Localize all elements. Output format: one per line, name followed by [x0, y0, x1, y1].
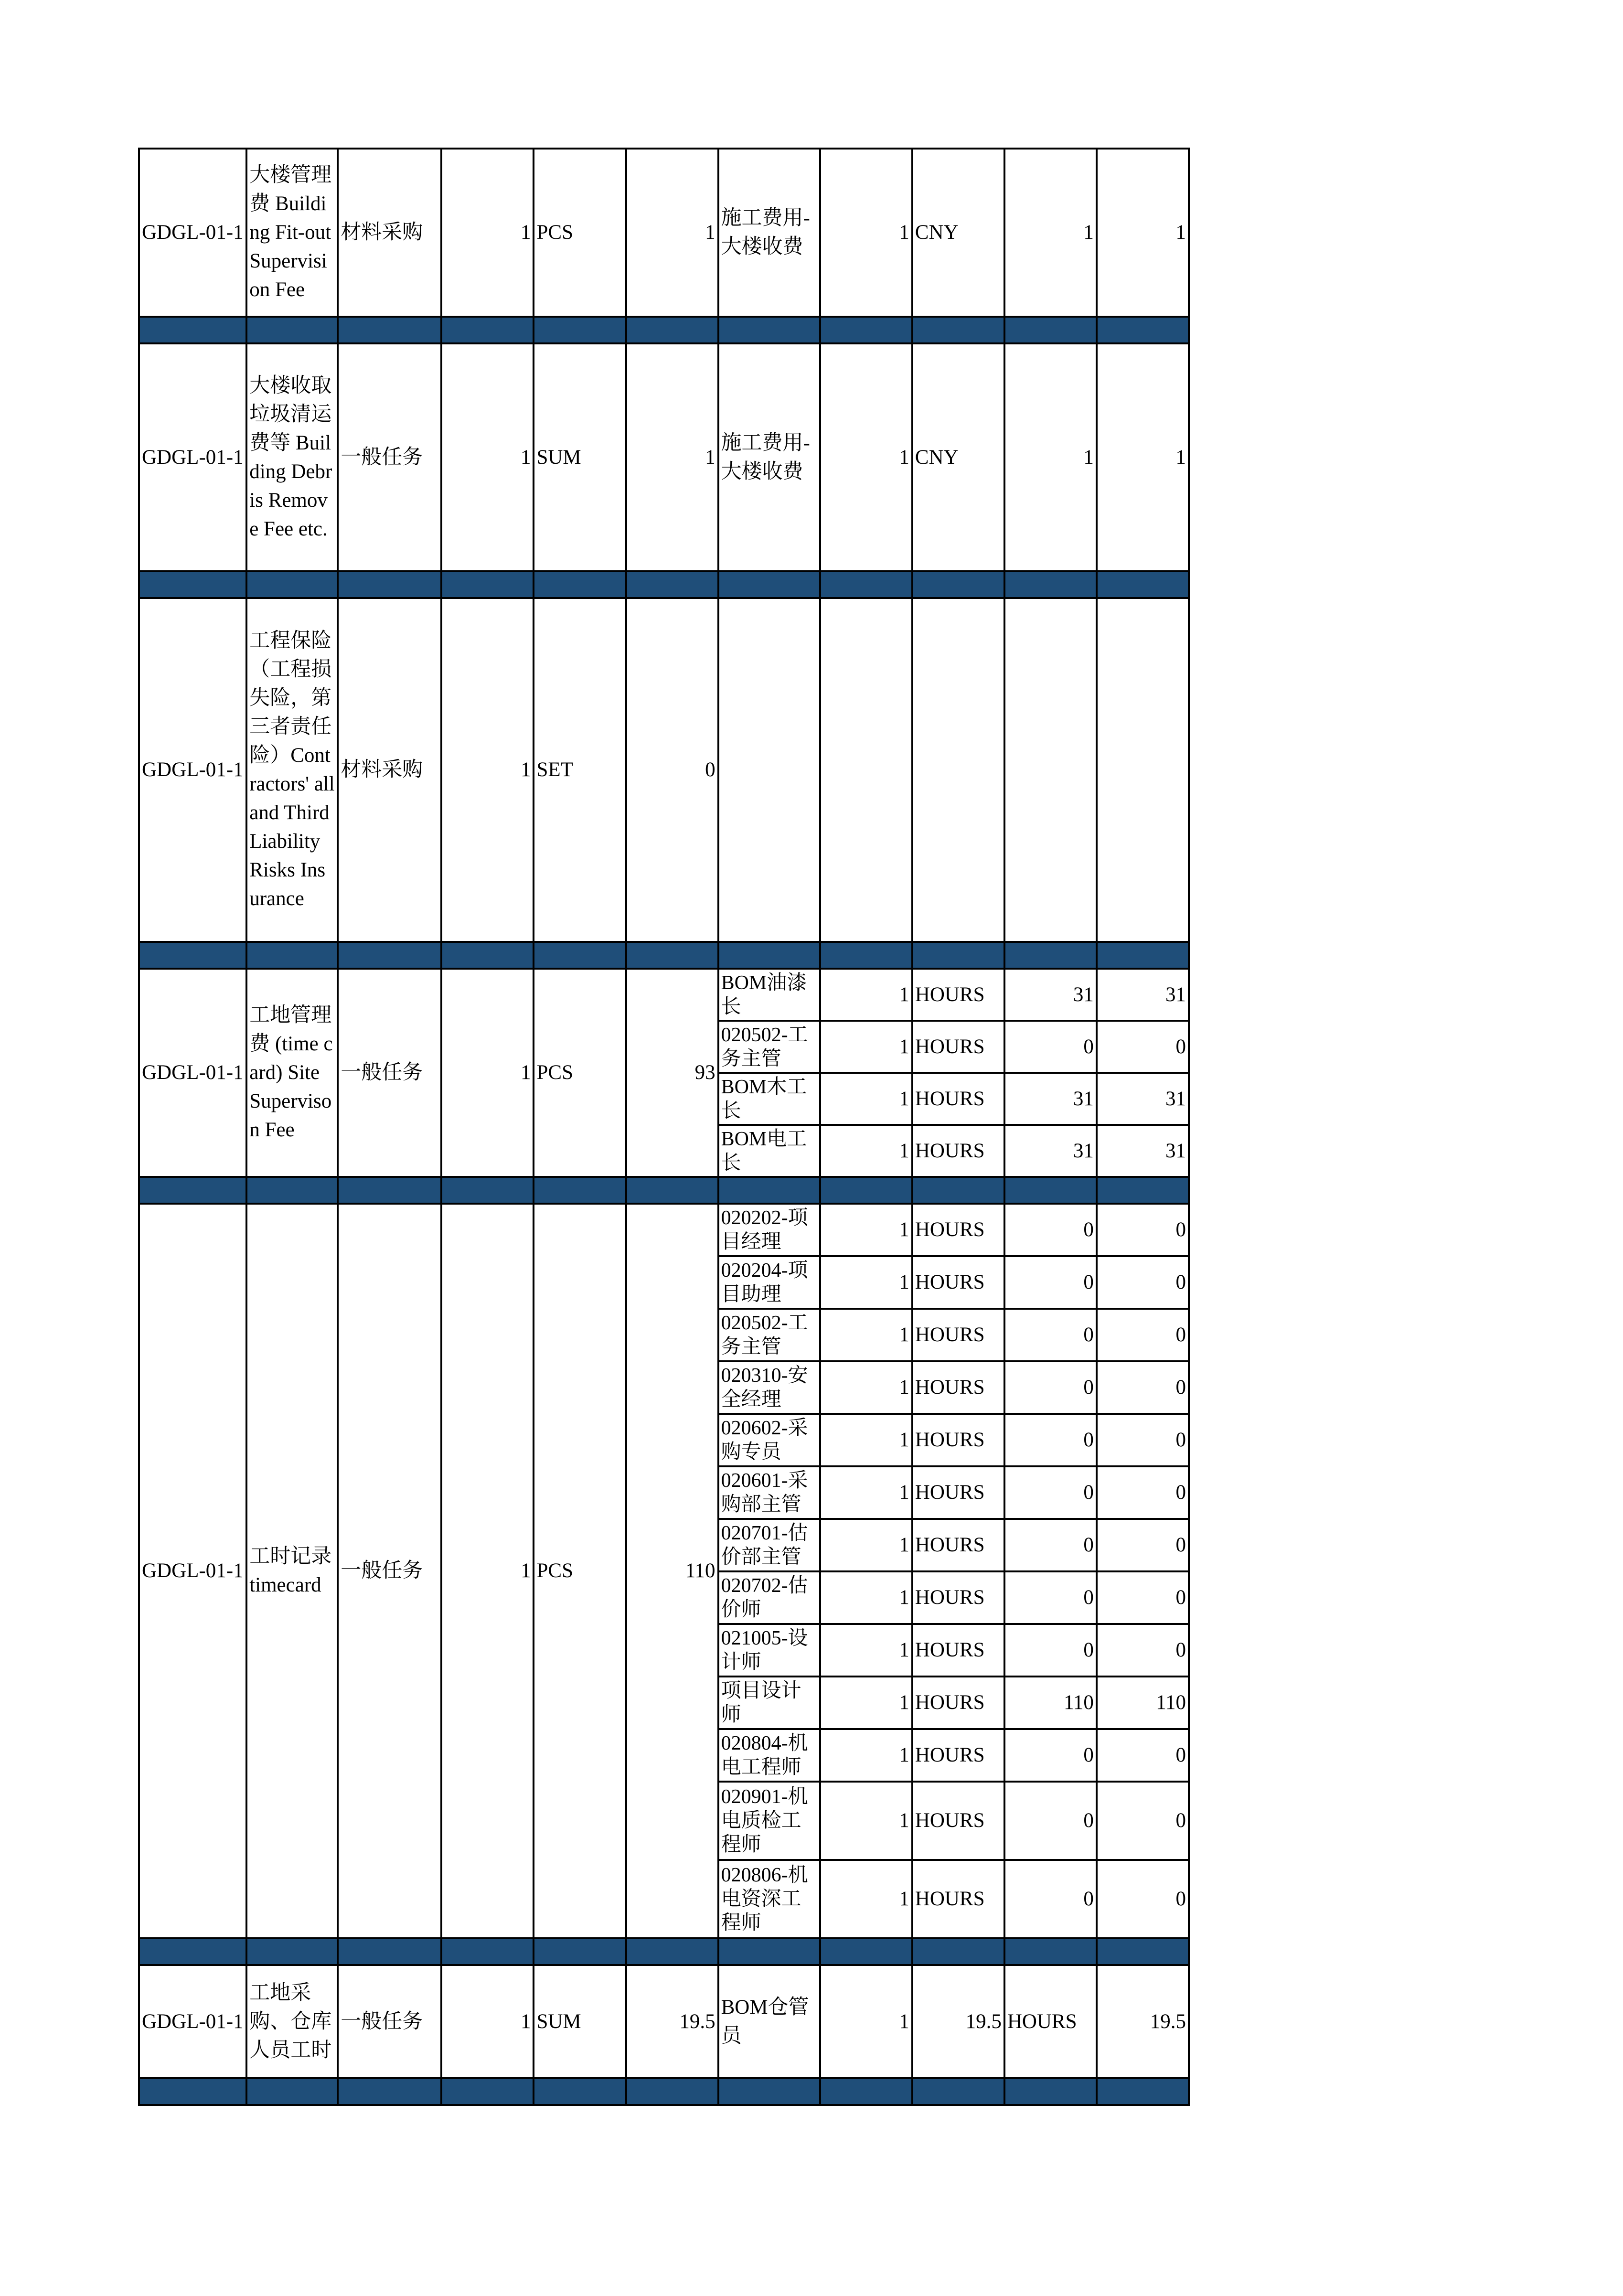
resource-amount-cell: 0 [1004, 1729, 1097, 1782]
resource-name-cell: 020702-估价师 [718, 1571, 820, 1624]
resource-name-cell: BOM电工长 [718, 1125, 820, 1177]
item-total-cell: 19.5 [626, 1965, 718, 2078]
separator-band-cell [338, 1177, 441, 1204]
resource-name-cell: 项目设计师 [718, 1677, 820, 1729]
resource-name-cell: 020602-采购专员 [718, 1414, 820, 1466]
resource-qty-cell: 1 [820, 1361, 912, 1414]
resource-cost-cell: 0 [1097, 1361, 1189, 1414]
resource-unit-cell: HOURS [912, 1309, 1004, 1361]
separator-band-cell [441, 1177, 534, 1204]
resource-qty-cell: 1 [820, 1021, 912, 1073]
separator-band-cell [338, 571, 441, 598]
separator-band-cell [139, 942, 246, 969]
resource-unit-cell: HOURS [912, 1021, 1004, 1073]
resource-unit-cell: HOURS [912, 1073, 1004, 1125]
separator-band-cell [534, 1938, 626, 1965]
resource-cost-cell: 1 [1097, 149, 1189, 317]
separator-band-cell [1004, 317, 1097, 343]
resource-unit-cell: HOURS [912, 969, 1004, 1021]
resource-name-cell: 020701-估价部主管 [718, 1519, 820, 1571]
separator-band-row [139, 317, 1189, 343]
separator-band-cell [246, 942, 338, 969]
item-description-cell: 大楼管理费 Building Fit-out Supervision Fee [246, 149, 338, 317]
task-type-cell: 一般任务 [338, 1204, 441, 1938]
separator-band-cell [139, 1177, 246, 1204]
resource-name-cell: 020310-安全经理 [718, 1361, 820, 1414]
separator-band-cell [718, 1177, 820, 1204]
separator-band-cell [139, 317, 246, 343]
resource-unit-cell: CNY [912, 149, 1004, 317]
resource-cost-cell: 110 [1097, 1677, 1189, 1729]
table-row [139, 598, 1189, 942]
task-type-cell: 材料采购 [338, 149, 441, 317]
separator-band-cell [718, 571, 820, 598]
resource-cost-cell: 0 [1097, 1309, 1189, 1361]
separator-band-row [139, 1938, 1189, 1965]
item-total-cell: 1 [626, 149, 718, 317]
resource-qty-cell: 1 [820, 1414, 912, 1466]
resource-amount-cell: 0 [1004, 1624, 1097, 1677]
resource-qty-cell: 1 [820, 1965, 912, 2078]
resource-name-cell: 020806-机电资深工程师 [718, 1860, 820, 1938]
item-unit-cell: SUM [534, 1965, 626, 2078]
separator-band-cell [820, 2078, 912, 2105]
separator-band-cell [139, 2078, 246, 2105]
resource-amount-cell: 0 [1004, 1256, 1097, 1309]
item-unit-cell: PCS [534, 1204, 626, 1938]
table-row [139, 1204, 1189, 1256]
resource-cost-cell: 31 [1097, 1073, 1189, 1125]
resource-cost-cell: 0 [1097, 1414, 1189, 1466]
resource-amount-cell: 31 [1004, 1125, 1097, 1177]
resource-cost-cell: 0 [1097, 1021, 1189, 1073]
separator-band-cell [1004, 571, 1097, 598]
resource-name-cell: 020901-机电质检工程师 [718, 1782, 820, 1860]
separator-band-cell [820, 942, 912, 969]
separator-band-cell [626, 942, 718, 969]
item-total-cell: 0 [626, 598, 718, 942]
separator-band-cell [534, 571, 626, 598]
item-qty-cell: 1 [441, 1204, 534, 1938]
separator-band-cell [912, 571, 1004, 598]
resource-amount-cell: 0 [1004, 1204, 1097, 1256]
resource-unit-cell: HOURS [912, 1414, 1004, 1466]
resource-amount-cell: 1 [1004, 149, 1097, 317]
separator-band-cell [246, 1177, 338, 1204]
resource-amount-cell: 0 [1004, 1309, 1097, 1361]
separator-band-cell [139, 571, 246, 598]
resource-qty-cell: 1 [820, 1782, 912, 1860]
separator-band-cell [139, 1938, 246, 1965]
resource-qty-cell: 1 [820, 1073, 912, 1125]
separator-band-cell [626, 571, 718, 598]
resource-cost-cell: 31 [1097, 1125, 1189, 1177]
resource-name-cell: BOM木工长 [718, 1073, 820, 1125]
resource-qty-cell: 1 [820, 343, 912, 571]
separator-band-cell [246, 317, 338, 343]
resource-unit-cell [912, 598, 1004, 942]
item-total-cell: 110 [626, 1204, 718, 1938]
resource-cost-cell: 19.5 [1097, 1965, 1189, 2078]
resource-qty-cell: 1 [820, 1204, 912, 1256]
resource-name-cell: BOM仓管员 [718, 1965, 820, 2078]
item-unit-cell: SUM [534, 343, 626, 571]
resource-name-cell: 020502-工务主管 [718, 1021, 820, 1073]
resource-amount-cell: 31 [1004, 1073, 1097, 1125]
item-description-cell: 工地管理费 (time card) Site Superviso n Fee [246, 969, 338, 1177]
separator-band-cell [1004, 1177, 1097, 1204]
resource-unit-cell: HOURS [912, 1204, 1004, 1256]
resource-unit-cell: HOURS [912, 1782, 1004, 1860]
resource-unit-cell: HOURS [912, 1125, 1004, 1177]
resource-unit-cell: HOURS [912, 1729, 1004, 1782]
item-qty-cell: 1 [441, 969, 534, 1177]
separator-band-cell [912, 317, 1004, 343]
item-description-cell: 工程保险（工程损失险，第三者责任险）Contractors' all and Third Liability Risks Insurance [246, 598, 338, 942]
resource-cost-cell: 0 [1097, 1519, 1189, 1571]
resource-cost-cell: 1 [1097, 343, 1189, 571]
resource-unit-cell: HOURS [912, 1361, 1004, 1414]
separator-band-cell [718, 942, 820, 969]
resource-amount-cell: 31 [1004, 969, 1097, 1021]
item-qty-cell: 1 [441, 343, 534, 571]
resource-amount-cell [1004, 598, 1097, 942]
item-code-cell: GDGL-01-1 [139, 598, 246, 942]
item-unit-cell: PCS [534, 149, 626, 317]
separator-band-cell [626, 1938, 718, 1965]
resource-cost-cell: 31 [1097, 969, 1189, 1021]
item-code-cell: GDGL-01-1 [139, 1204, 246, 1938]
resource-amount-cell: 0 [1004, 1571, 1097, 1624]
resource-cost-cell: 0 [1097, 1204, 1189, 1256]
resource-qty-cell: 1 [820, 1309, 912, 1361]
separator-band-cell [338, 1938, 441, 1965]
resource-name-cell: BOM油漆长 [718, 969, 820, 1021]
resource-amount-cell: 0 [1004, 1782, 1097, 1860]
cost-table [138, 148, 1190, 2106]
separator-band-cell [338, 317, 441, 343]
separator-band-cell [912, 942, 1004, 969]
resource-cost-cell: 0 [1097, 1729, 1189, 1782]
resource-cost-cell: 0 [1097, 1571, 1189, 1624]
resource-qty-cell: 1 [820, 1256, 912, 1309]
separator-band-cell [820, 571, 912, 598]
separator-band-row [139, 1177, 1189, 1204]
item-unit-cell: SET [534, 598, 626, 942]
separator-band-cell [626, 317, 718, 343]
resource-amount-cell: 0 [1004, 1414, 1097, 1466]
separator-band-cell [912, 2078, 1004, 2105]
separator-band-row [139, 942, 1189, 969]
separator-band-cell [1004, 1938, 1097, 1965]
resource-cost-cell: 0 [1097, 1256, 1189, 1309]
resource-name-cell: 020804-机电工程师 [718, 1729, 820, 1782]
separator-band-row [139, 571, 1189, 598]
resource-name-cell: 020204-项目助理 [718, 1256, 820, 1309]
separator-band-cell [441, 942, 534, 969]
separator-band-cell [1097, 1938, 1189, 1965]
separator-band-cell [441, 1938, 534, 1965]
separator-band-cell [718, 317, 820, 343]
item-total-cell: 93 [626, 969, 718, 1177]
resource-qty-cell: 1 [820, 1624, 912, 1677]
separator-band-cell [1004, 2078, 1097, 2105]
resource-amount-cell: 0 [1004, 1021, 1097, 1073]
item-description-cell: 工时记录 timecard [246, 1204, 338, 1938]
item-total-cell: 1 [626, 343, 718, 571]
resource-amount-cell: HOURS [1004, 1965, 1097, 2078]
item-description-cell: 大楼收取垃圾清运费等 Building Debris Remove Fee etc. [246, 343, 338, 571]
task-type-cell: 一般任务 [338, 969, 441, 1177]
resource-amount-cell: 0 [1004, 1361, 1097, 1414]
task-type-cell: 一般任务 [338, 1965, 441, 2078]
item-code-cell: GDGL-01-1 [139, 343, 246, 571]
table-body [139, 149, 1189, 2105]
resource-amount-cell: 1 [1004, 343, 1097, 571]
resource-amount-cell: 0 [1004, 1466, 1097, 1519]
separator-band-cell [718, 1938, 820, 1965]
separator-band-cell [246, 571, 338, 598]
resource-amount-cell: 0 [1004, 1860, 1097, 1938]
resource-cost-cell: 0 [1097, 1624, 1189, 1677]
table-row [139, 969, 1189, 1021]
resource-name-cell: 021005-设计师 [718, 1624, 820, 1677]
resource-cost-cell: 0 [1097, 1860, 1189, 1938]
separator-band-cell [1004, 942, 1097, 969]
item-qty-cell: 1 [441, 1965, 534, 2078]
resource-unit-cell: HOURS [912, 1466, 1004, 1519]
resource-unit-cell: 19.5 [912, 1965, 1004, 2078]
resource-cost-cell: 0 [1097, 1466, 1189, 1519]
separator-band-cell [441, 2078, 534, 2105]
separator-band-cell [1097, 942, 1189, 969]
table-row [139, 149, 1189, 317]
resource-cost-cell [1097, 598, 1189, 942]
separator-band-cell [338, 942, 441, 969]
separator-band-cell [912, 1177, 1004, 1204]
separator-band-cell [246, 1938, 338, 1965]
resource-name-cell [718, 598, 820, 942]
resource-qty-cell: 1 [820, 1125, 912, 1177]
resource-name-cell: 020601-采购部主管 [718, 1466, 820, 1519]
resource-amount-cell: 110 [1004, 1677, 1097, 1729]
resource-qty-cell: 1 [820, 1466, 912, 1519]
item-qty-cell: 1 [441, 598, 534, 942]
resource-qty-cell: 1 [820, 1860, 912, 1938]
resource-cost-cell: 0 [1097, 1782, 1189, 1860]
resource-name-cell: 施工费用-大楼收费 [718, 343, 820, 571]
task-type-cell: 一般任务 [338, 343, 441, 571]
table-row [139, 343, 1189, 571]
resource-unit-cell: HOURS [912, 1519, 1004, 1571]
resource-qty-cell: 1 [820, 149, 912, 317]
separator-band-cell [820, 1177, 912, 1204]
resource-name-cell: 020502-工务主管 [718, 1309, 820, 1361]
item-code-cell: GDGL-01-1 [139, 1965, 246, 2078]
separator-band-cell [626, 2078, 718, 2105]
resource-qty-cell: 1 [820, 1571, 912, 1624]
resource-unit-cell: HOURS [912, 1677, 1004, 1729]
resource-unit-cell: HOURS [912, 1860, 1004, 1938]
separator-band-cell [912, 1938, 1004, 1965]
separator-band-cell [441, 571, 534, 598]
resource-unit-cell: HOURS [912, 1256, 1004, 1309]
separator-band-cell [718, 2078, 820, 2105]
resource-qty-cell: 1 [820, 1677, 912, 1729]
separator-band-cell [534, 942, 626, 969]
separator-band-cell [626, 1177, 718, 1204]
separator-band-cell [820, 1938, 912, 1965]
separator-band-cell [534, 2078, 626, 2105]
item-unit-cell: PCS [534, 969, 626, 1177]
item-description-cell: 工地采购、仓库人员工时 [246, 1965, 338, 2078]
resource-name-cell: 施工费用-大楼收费 [718, 149, 820, 317]
separator-band-cell [441, 317, 534, 343]
separator-band-cell [1097, 571, 1189, 598]
item-code-cell: GDGL-01-1 [139, 149, 246, 317]
separator-band-cell [338, 2078, 441, 2105]
resource-unit-cell: HOURS [912, 1571, 1004, 1624]
resource-qty-cell: 1 [820, 969, 912, 1021]
table-row [139, 1965, 1189, 2078]
separator-band-cell [534, 317, 626, 343]
separator-band-cell [1097, 317, 1189, 343]
separator-band-cell [246, 2078, 338, 2105]
item-code-cell: GDGL-01-1 [139, 969, 246, 1177]
item-qty-cell: 1 [441, 149, 534, 317]
resource-qty-cell [820, 598, 912, 942]
separator-band-row [139, 2078, 1189, 2105]
resource-qty-cell: 1 [820, 1729, 912, 1782]
separator-band-cell [820, 317, 912, 343]
resource-unit-cell: HOURS [912, 1624, 1004, 1677]
resource-qty-cell: 1 [820, 1519, 912, 1571]
separator-band-cell [534, 1177, 626, 1204]
separator-band-cell [1097, 1177, 1189, 1204]
task-type-cell: 材料采购 [338, 598, 441, 942]
separator-band-cell [1097, 2078, 1189, 2105]
resource-amount-cell: 0 [1004, 1519, 1097, 1571]
resource-unit-cell: CNY [912, 343, 1004, 571]
resource-name-cell: 020202-项目经理 [718, 1204, 820, 1256]
